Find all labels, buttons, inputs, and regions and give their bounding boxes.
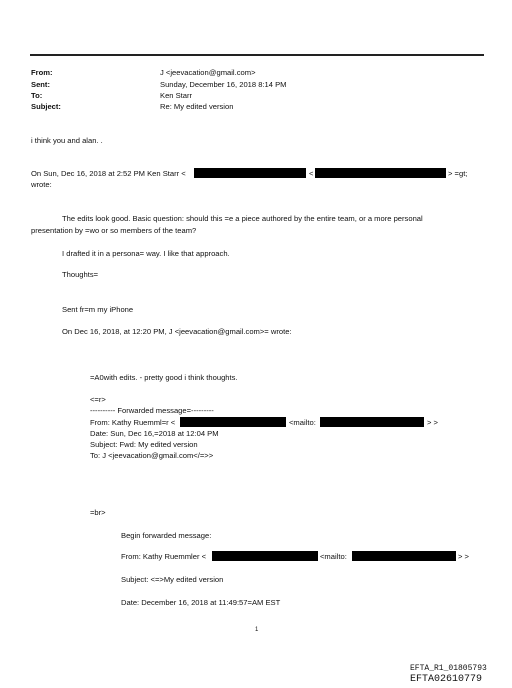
fwd-date-line: Date: Sun, Dec 16,=2018 at 12:04 PM	[90, 429, 219, 438]
redaction-box	[352, 551, 456, 561]
fwd-to-line: To: J <jeevacation@gmail.com</=>>	[90, 451, 214, 460]
br2-line: =br>	[90, 508, 106, 517]
sent-label: Sent:	[31, 80, 50, 89]
thoughts-line: Thoughts=	[62, 270, 99, 279]
bf-date-line: Date: December 16, 2018 at 11:49:57=AM EST	[121, 598, 281, 607]
edits-line-1: The edits look good. Basic question: should this =e a piece authored by the entire team, or a more personal	[62, 214, 423, 223]
sent-from-line: Sent fr=m my iPhone	[62, 305, 134, 314]
fwd-mailto: <mailto:	[289, 418, 316, 427]
header-rule	[30, 54, 484, 56]
quote2-line: On Dec 16, 2018, at 12:20 PM, J <jeevacation@gmail.com>= wrote:	[62, 327, 292, 336]
forwarded-header: ---------- Forwarded message=---------	[90, 406, 214, 415]
subject-value: Re: My edited version	[160, 102, 234, 111]
bf-close: > >	[458, 552, 469, 561]
fwd-subject-line: Subject: Fwd: My edited version	[90, 440, 198, 449]
redaction-box	[194, 168, 306, 178]
edits-line-2: presentation by =wo or so members of the team?	[31, 226, 197, 235]
redaction-box	[315, 168, 446, 178]
bf-mailto: <mailto:	[320, 552, 347, 561]
from-value: J <jeevacation@gmail.com>	[160, 68, 256, 77]
redaction-box	[320, 417, 424, 427]
quote1-mid: <	[309, 169, 314, 178]
begin-forwarded-line: Begin forwarded message:	[121, 531, 212, 540]
quote1-end: > =gt;	[448, 169, 468, 178]
to-label: To:	[31, 91, 43, 100]
br-tag-line: <=r>	[90, 395, 106, 404]
fwd-close: > >	[427, 418, 438, 427]
subject-label: Subject:	[31, 102, 61, 111]
redaction-box	[180, 417, 286, 427]
bates-number-primary: EFTA_R1_01805793	[410, 664, 487, 673]
bates-number-secondary: EFTA02610779	[410, 674, 483, 685]
to-value: Ken Starr	[160, 91, 193, 100]
with-edits-line: =A0with edits. - pretty good i think thoughts.	[90, 373, 238, 382]
redaction-box	[212, 551, 318, 561]
quote1-wrote: wrote:	[31, 180, 52, 189]
bf-subject-line: Subject: <=>My edited version	[121, 575, 224, 584]
quote1-start: On Sun, Dec 16, 2018 at 2:52 PM Ken Starr <	[31, 169, 186, 178]
sent-value: Sunday, December 16, 2018 8:14 PM	[160, 80, 287, 89]
page-number: 1	[255, 627, 259, 633]
bf-from-line: From: Kathy Ruemmler <	[121, 552, 207, 561]
fwd-from-line: From: Kathy Ruemml=r <	[90, 418, 176, 427]
from-label: From:	[31, 68, 53, 77]
drafted-line: I drafted it in a persona= way. I like that approach.	[62, 249, 230, 258]
reply-line: i think you and alan. .	[31, 136, 103, 145]
